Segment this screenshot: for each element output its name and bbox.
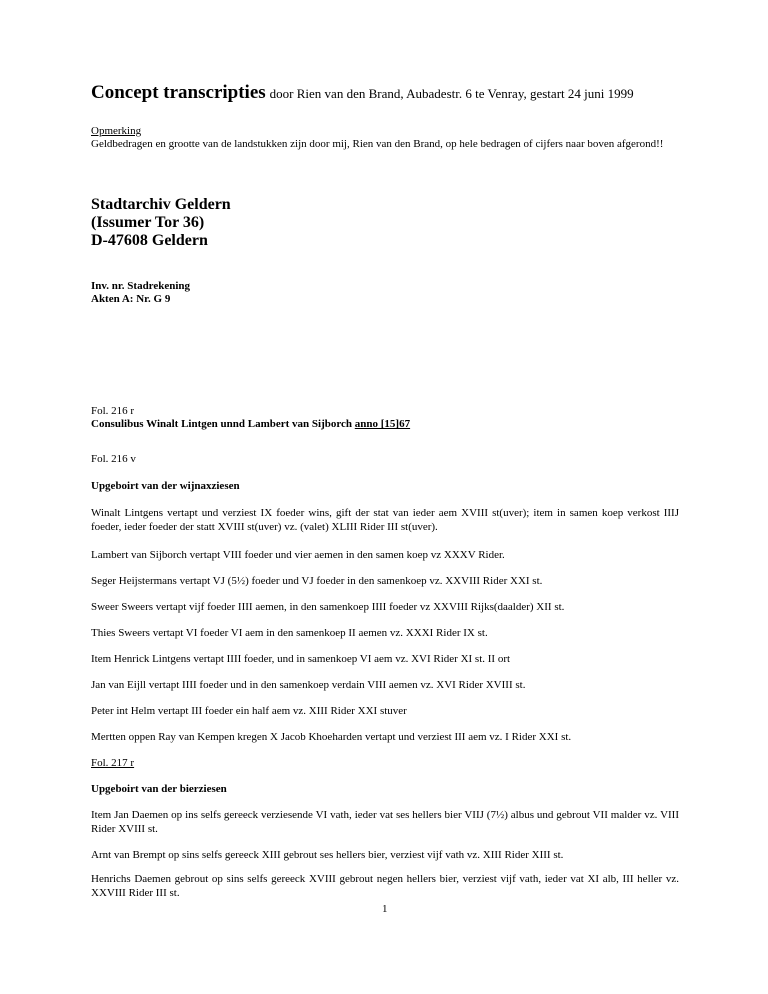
paragraph-5: Thies Sweers vertapt VI foeder VI aem in den samenkoep II aemen vz. XXXI Rider IX st. xyxy=(91,627,488,639)
inventory-line-1: Inv. nr. Stadrekening xyxy=(91,280,191,292)
fol-216r-block xyxy=(91,405,410,431)
archive-line-2: (Issumer Tor 36) xyxy=(91,214,205,231)
archive-line-1: Stadtarchiv Geldern xyxy=(91,196,231,213)
fol-216v-label: Fol. 216 v xyxy=(91,453,136,465)
paragraph-1: Winalt Lintgens vertapt und verziest IX foeder wins, gift der stat van ieder aem XVIII st(uver); item in samen koep verkost IIIJ foeder, ieder foeder der statt XVIII st(uver) vz. (valet) XLIII Rider III st(uver). xyxy=(91,507,679,533)
paragraph-8: Peter int Helm vertapt III foeder ein half aem vz. XIII Rider XXI stuver xyxy=(91,705,407,717)
consul-anno: anno [15]67 xyxy=(354,418,411,430)
title-bold: Concept transcripties xyxy=(91,82,266,103)
consul-text: Consulibus Winalt Lintgen unnd Lambert van Sijborch xyxy=(91,418,353,430)
opmerking-text: Geldbedragen en grootte van de landstukken zijn door mij, Rien van den Brand, op hele bedragen of cijfers naar boven afgerond!! xyxy=(91,138,664,150)
fol-217r-label: Fol. 217 r xyxy=(91,757,135,769)
paragraph-12: Henrichs Daemen gebrout op sins selfs gereeck XVIII gebrout negen hellers bier, verziest vijf vath, ieder vat XI alb, III heller vz. XXVIII Rider III st. xyxy=(91,873,679,899)
paragraph-4: Sweer Sweers vertapt vijf foeder IIII aemen, in den samenkoep IIII foeder vz XXVIII Rijks(daalder) XII st. xyxy=(91,601,565,613)
opmerking-block xyxy=(91,125,679,151)
title-rest: door Rien van den Brand, Aubadestr. 6 te Venray, gestart 24 juni 1999 xyxy=(269,86,634,101)
document-title xyxy=(91,82,634,104)
paragraph-2: Lambert van Sijborch vertapt VIII foeder und vier aemen in den samen koep vz XXXV Rider. xyxy=(91,549,505,561)
inventory-block xyxy=(91,280,190,306)
archive-address xyxy=(91,196,231,250)
archive-line-3: D-47608 Geldern xyxy=(91,232,208,249)
paragraph-6: Item Henrick Lintgens vertapt IIII foeder, und in samenkoep VI aem vz. XVI Rider XI st. II ort xyxy=(91,653,511,665)
wijn-heading: Upgeboirt van der wijnaxziesen xyxy=(91,480,240,492)
inventory-line-2: Akten A: Nr. G 9 xyxy=(91,293,171,305)
opmerking-label: Opmerking xyxy=(91,125,142,137)
paragraph-10: Item Jan Daemen op ins selfs gereeck verziesende VI vath, ieder vat ses hellers bier VIIJ (7½) albus und gebrout VII malder vz. VIII Rider XVIII st. xyxy=(91,809,679,835)
paragraph-7: Jan van Eijll vertapt IIII foeder und in den samenkoep verdain VIII aemen vz. XVI Rider XVIII st. xyxy=(91,679,526,691)
bier-heading: Upgeboirt van der bierziesen xyxy=(91,783,227,795)
paragraph-3: Seger Heijstermans vertapt VJ (5½) foeder und VJ foeder in den samenkoep vz. XXVIII Rider XXI st. xyxy=(91,575,543,587)
fol-216r-label: Fol. 216 r xyxy=(91,405,135,417)
paragraph-9: Mertten oppen Ray van Kempen kregen X Jacob Khoeharden vertapt und verziest III aem vz. I Rider XXI st. xyxy=(91,731,572,743)
page-number: 1 xyxy=(382,903,388,915)
paragraph-11: Arnt van Brempt op sins selfs gereeck XIII gebrout ses hellers bier, verziest vijf vath vz. XIII Rider XIII st. xyxy=(91,849,564,861)
consul-line xyxy=(91,418,410,431)
